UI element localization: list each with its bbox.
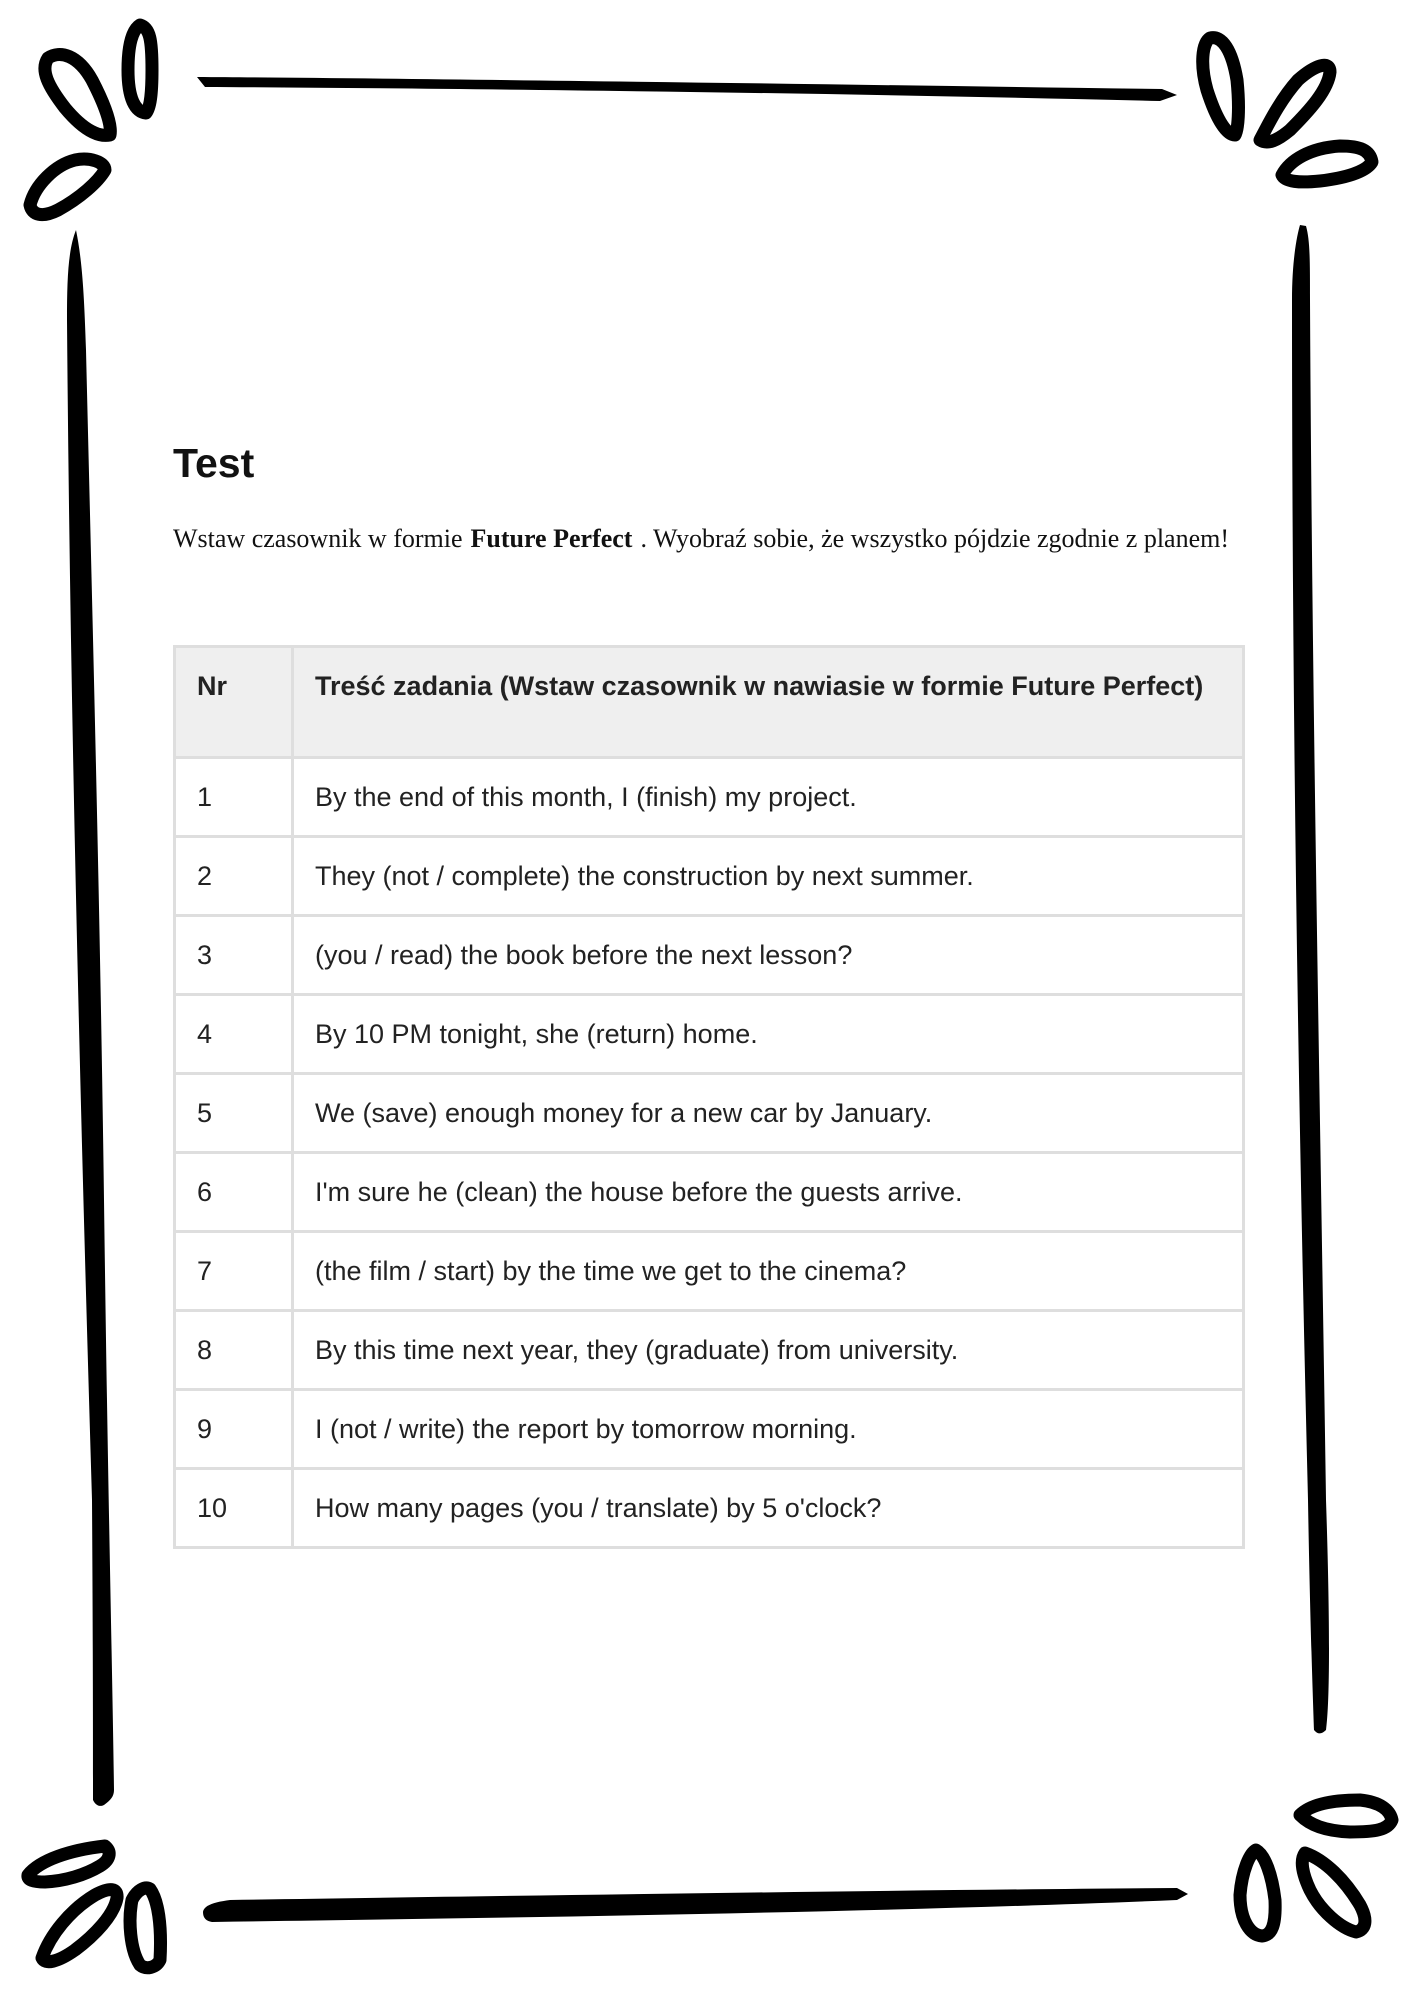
frame-left-line — [67, 230, 114, 1806]
row-task: I (not / write) the report by tomorrow morning. — [293, 1390, 1244, 1469]
row-task: We (save) enough money for a new car by January. — [293, 1074, 1244, 1153]
row-number: 2 — [175, 837, 293, 916]
row-number: 10 — [175, 1469, 293, 1548]
row-task: (you / read) the book before the next lesson? — [293, 916, 1244, 995]
row-task: By 10 PM tonight, she (return) home. — [293, 995, 1244, 1074]
leaf-icon — [30, 159, 105, 214]
table-row — [175, 1153, 1244, 1232]
table-row — [175, 995, 1244, 1074]
table-row — [175, 758, 1244, 837]
row-task: How many pages (you / translate) by 5 o'clock? — [293, 1469, 1244, 1548]
leaf-icon — [130, 1888, 160, 1968]
row-number: 4 — [175, 995, 293, 1074]
table-row — [175, 1074, 1244, 1153]
row-number: 1 — [175, 758, 293, 837]
leaf-icon — [28, 1846, 109, 1882]
row-task: I'm sure he (clean) the house before the guests arrive. — [293, 1153, 1244, 1232]
frame-top-line — [197, 77, 1177, 101]
row-number: 3 — [175, 916, 293, 995]
table-row — [175, 837, 1244, 916]
instructions-emphasis: Future Perfect — [470, 524, 633, 553]
leaf-icon — [1300, 1800, 1392, 1832]
row-number: 5 — [175, 1074, 293, 1153]
page-title: Test — [173, 440, 255, 486]
instructions-text: Wstaw czasownik w formie — [173, 524, 463, 553]
instructions-text-end: . Wyobraź sobie, że wszystko pójdzie zgodnie z planem! — [640, 524, 1230, 553]
frame-bottom-line — [203, 1888, 1188, 1922]
column-header-nr: Nr — [175, 647, 293, 758]
leaf-icon — [1260, 65, 1330, 142]
table-header-row — [175, 647, 1244, 758]
leaf-icon — [1302, 1853, 1365, 1932]
row-task: By this time next year, they (graduate) from university. — [293, 1311, 1244, 1390]
table-row — [175, 1311, 1244, 1390]
leaf-icon — [42, 1890, 117, 1962]
row-task: By the end of this month, I (finish) my project. — [293, 758, 1244, 837]
row-task: (the film / start) by the time we get to the cinema? — [293, 1232, 1244, 1311]
leaf-icon — [45, 54, 110, 135]
table-row — [175, 916, 1244, 995]
leaf-icon — [1203, 38, 1239, 135]
task-table — [173, 645, 1245, 1549]
table-row — [175, 1390, 1244, 1469]
row-number: 7 — [175, 1232, 293, 1311]
frame-right-line — [1292, 225, 1329, 1733]
instructions — [173, 522, 1248, 555]
row-task: They (not / complete) the construction by next summer. — [293, 837, 1244, 916]
row-number: 9 — [175, 1390, 293, 1469]
leaf-icon — [1282, 146, 1372, 182]
leaf-icon — [1240, 1850, 1275, 1936]
row-number: 8 — [175, 1311, 293, 1390]
leaf-icon — [128, 25, 152, 113]
column-header-content: Treść zadania (Wstaw czasownik w nawiasie w formie Future Perfect) — [293, 647, 1244, 758]
table-row — [175, 1232, 1244, 1311]
row-number: 6 — [175, 1153, 293, 1232]
table-row — [175, 1469, 1244, 1548]
